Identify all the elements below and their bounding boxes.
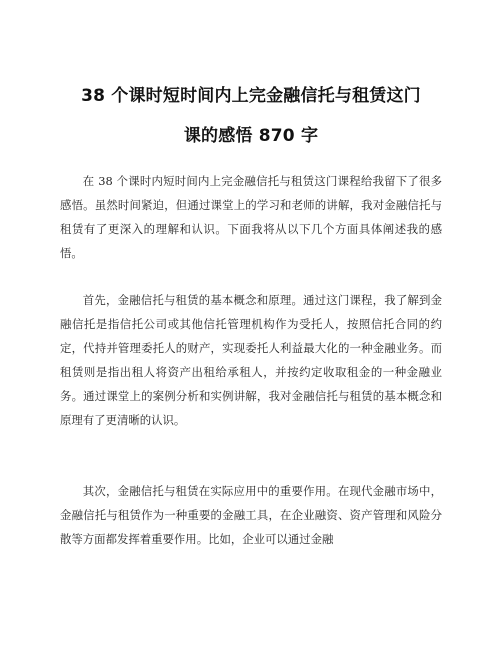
document-title-line-2: 课的感悟 870 字 <box>183 126 319 146</box>
document-title-line-1: 38 个课时短时间内上完金融信托与租赁这门 <box>81 86 421 106</box>
paragraph-applications: 其次，金融信托与租赁在实际应用中的重要作用。在现代金融市场中，金融信托与租赁作为一种重要的金融工具，在企业融资、资产管理和风险分散等方面都发挥着重要作用。比如，企业可以通过金融 <box>60 484 442 546</box>
paragraph-concepts: 首先，金融信托与租赁的基本概念和原理。通过这门课程，我了解到金融信托是指信托公司或其他信托管理机构作为受托人，按照信托合同的约定，代持并管理委托人的财产，实现委托人利益最大化的一种金融业务。而租赁则是指出租人将资产出租给承租人，并按约定收取租金的一种金融业务。通过课堂上的案例分析和实例讲解，我对金融信托与租赁的基本概念和原理有了更清晰的认识。 <box>60 293 442 427</box>
paragraph-intro: 在 38 个课时内短时间内上完金融信托与租赁这门课程给我留下了很多感悟。虽然时间紧迫，但通过课堂上的学习和老师的讲解，我对金融信托与租赁有了更深入的理解和认识。下面我将从以下几个方面具体阐述我的感悟。 <box>60 174 442 260</box>
